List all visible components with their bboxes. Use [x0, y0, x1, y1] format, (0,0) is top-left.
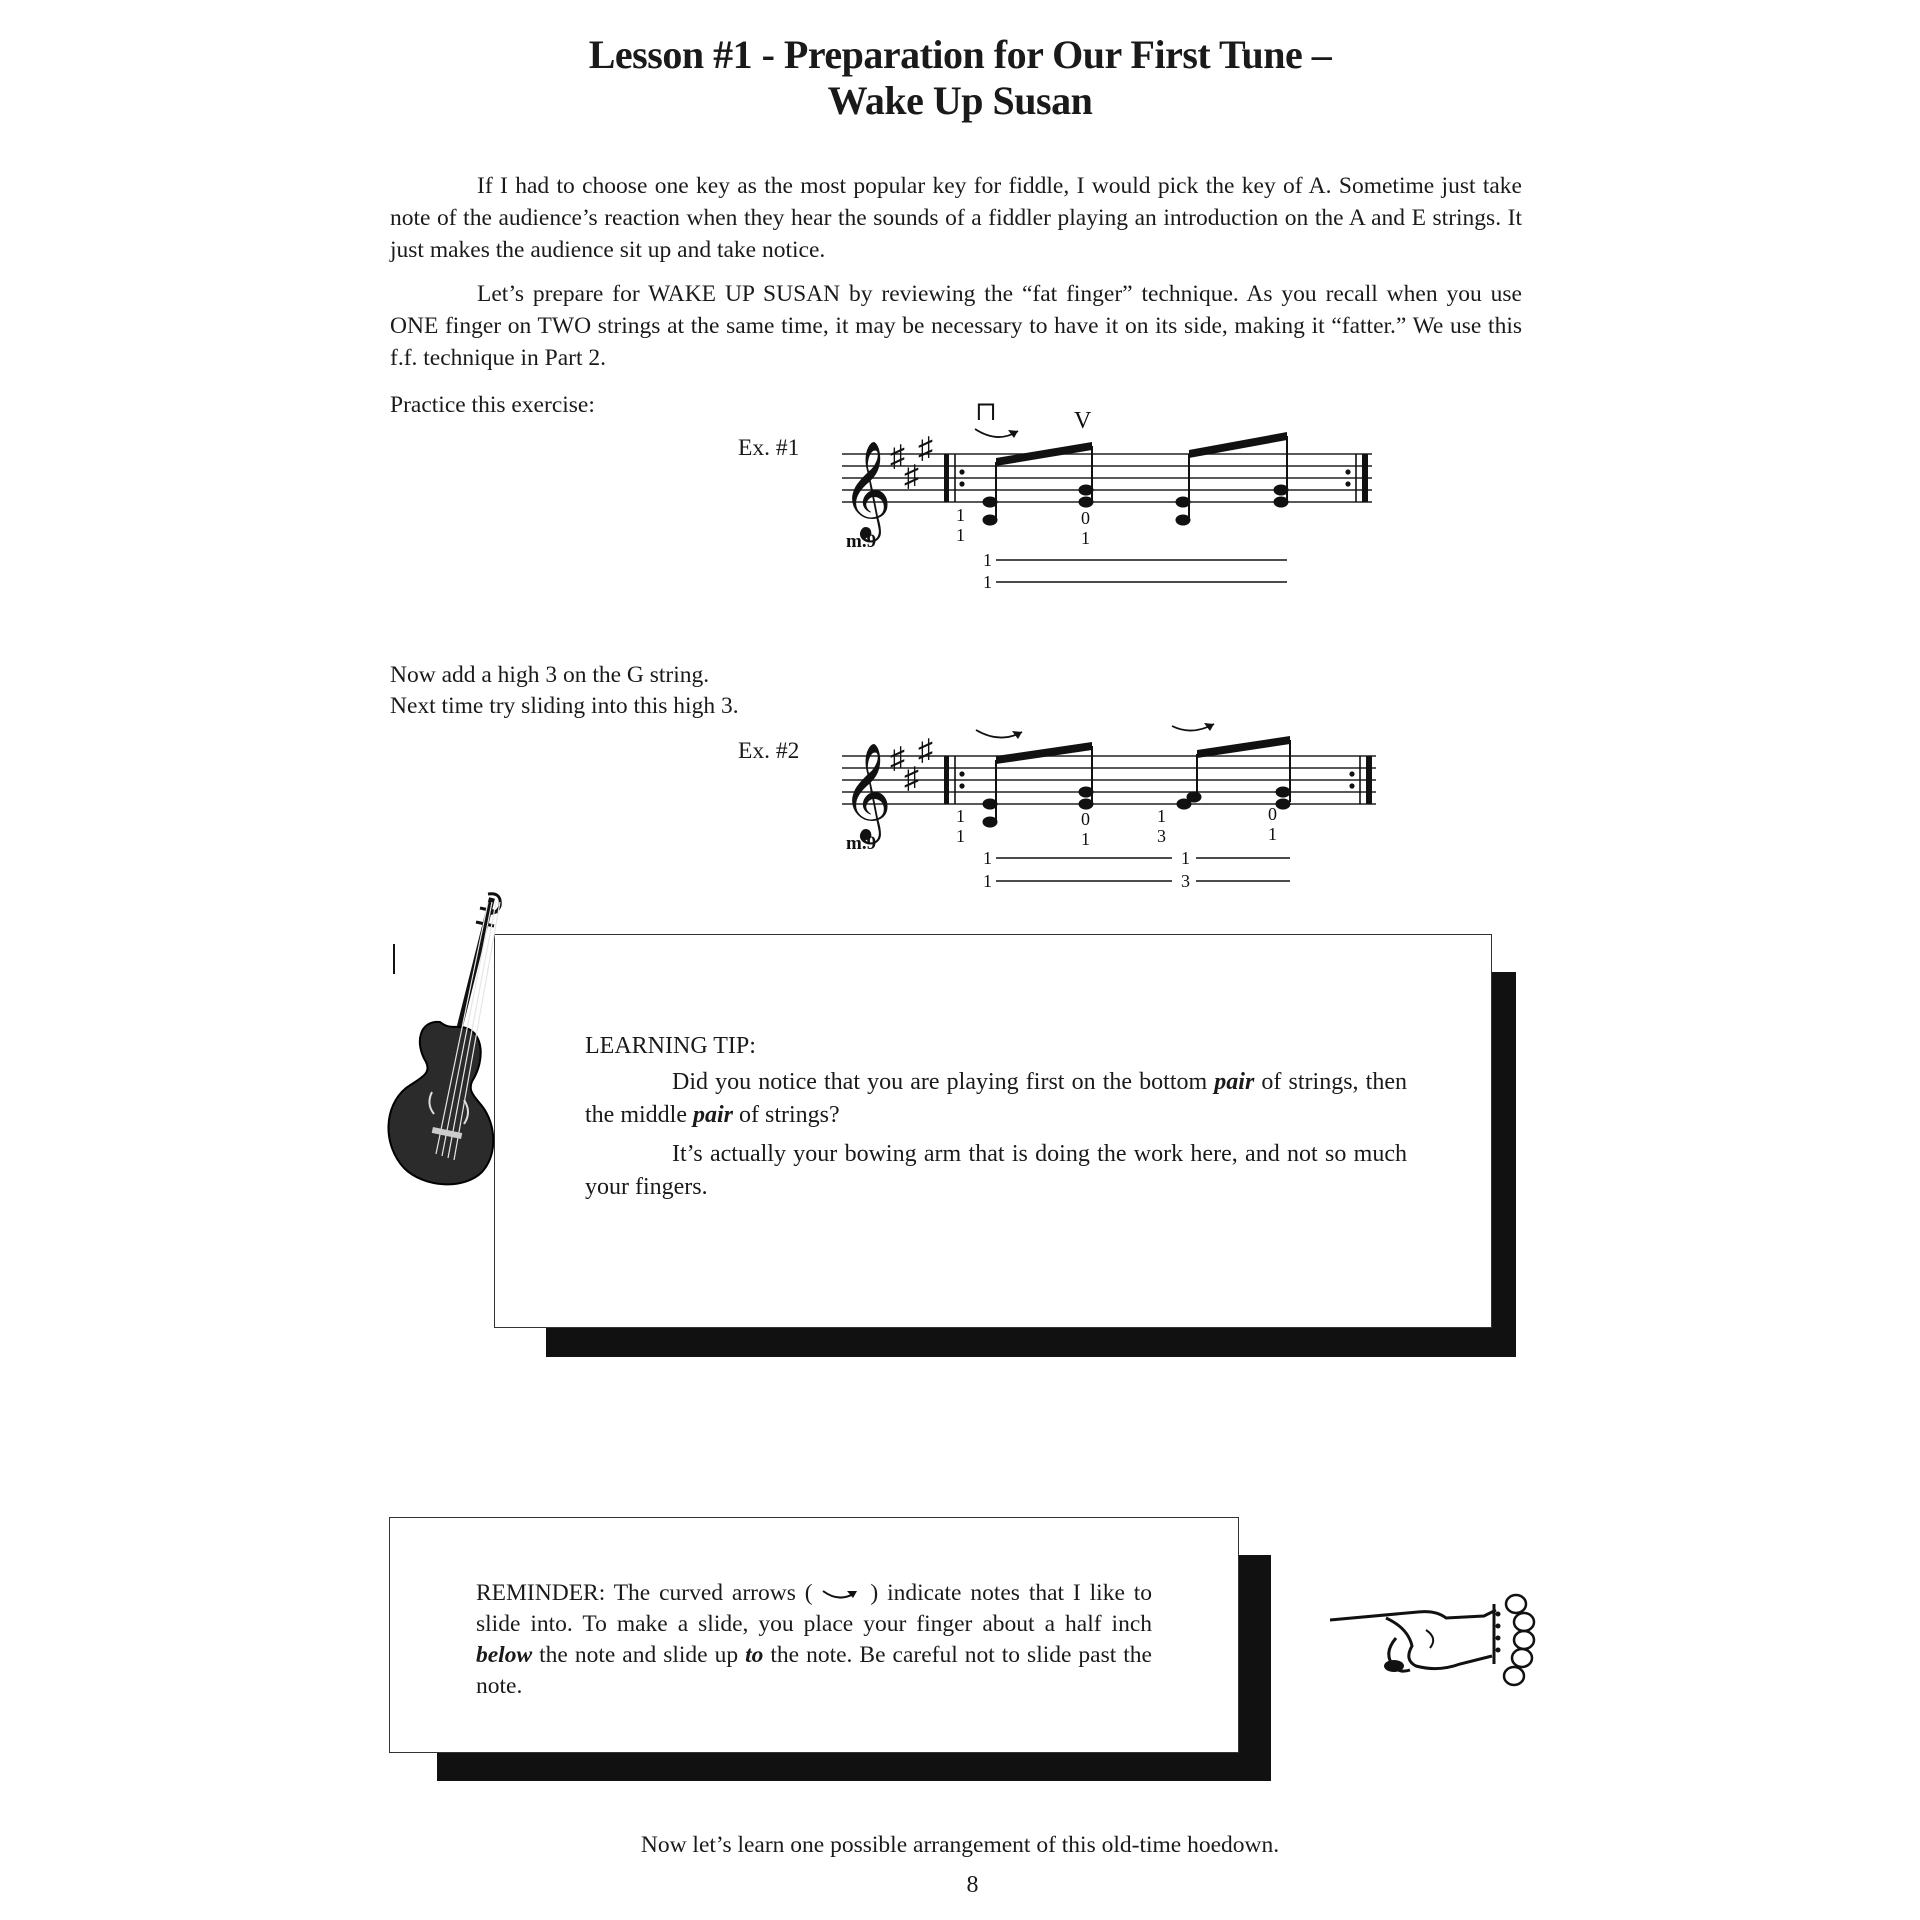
note-head	[1079, 787, 1093, 797]
note-head	[1079, 799, 1093, 809]
learning-tip-paragraph-2: It’s actually your bowing arm that is doing the work here, and not so much your fingers.	[585, 1141, 1407, 1200]
pointing-hand-icon	[1326, 1590, 1538, 1694]
fingering-number: 1	[1081, 528, 1090, 548]
fingering-number: 1	[956, 826, 965, 846]
exercise-2-intro	[390, 660, 739, 722]
closing-sentence: Now let’s learn one possible arrangement of this old-time hoedown.	[640, 1832, 1280, 1858]
tab-number: 1	[983, 871, 992, 891]
exercise-1-staff	[842, 429, 1372, 542]
bow-down-icon: ⊓	[975, 397, 997, 426]
fingering-number: 1	[956, 806, 965, 826]
slide-arrow-icon	[821, 1585, 861, 1605]
fingering-number: 0	[1268, 804, 1277, 824]
fingering-number: 1	[956, 525, 965, 545]
fingering-number: 1	[1268, 824, 1277, 844]
intro-paragraph-1: If I had to choose one key as the most popular key for fiddle, I would pick the key of A. Sometime just take note of the audience’s reaction when they hear the sounds of a fiddler playing an introduction on the A and E strings. It just makes the audience sit up and take notice.	[390, 173, 1522, 263]
note-head	[1079, 485, 1093, 495]
note-head	[1176, 497, 1190, 507]
fingering-number: 3	[1157, 826, 1166, 846]
sharp-icon: ♯	[918, 432, 933, 465]
sharp-icon: ♯	[890, 742, 905, 775]
exercise-2-staff	[842, 723, 1376, 844]
learning-tip-paragraph-1: Did you notice that you are playing first on the bottom pair of strings, then the middle pair of strings?	[585, 1069, 1407, 1128]
exercise-1-intro: Practice this exercise:	[390, 392, 595, 418]
reminder-text: REMINDER: The curved arrows ( ) indicate notes that I like to slide into. To make a slide, you place your finger about a half inch below the note and slide up to the note. Be careful not to slide past the note.	[476, 1580, 1153, 1699]
note-head	[1187, 792, 1201, 802]
sharp-icon: ♯	[918, 734, 933, 767]
exercise-2-measure: m.9	[846, 833, 877, 854]
exercise-2-intro-line-1: Now add a high 3 on the G string.	[390, 662, 710, 688]
learning-tip-heading: LEARNING TIP:	[585, 1033, 756, 1059]
learning-tip-box	[494, 934, 1492, 1328]
fingering-number: 1	[956, 505, 965, 525]
note-head	[1079, 497, 1093, 507]
treble-clef-icon: 𝄞	[842, 444, 892, 537]
tab-number: 1	[983, 572, 992, 592]
exercise-2-intro-line-2: Next time try sliding into this high 3.	[390, 693, 739, 719]
page-number: 8	[966, 1872, 979, 1898]
exercise-1-label: Ex. #1	[738, 435, 800, 461]
tab-number: 1	[983, 848, 992, 868]
treble-clef-icon: 𝄞	[842, 746, 892, 839]
fingering-number: 1	[1157, 806, 1166, 826]
fingering-number: 0	[1081, 809, 1090, 829]
note-head	[983, 497, 997, 507]
tab-number: 1	[1181, 848, 1190, 868]
reminder-box	[389, 1517, 1239, 1753]
sharp-icon: ♯	[904, 460, 919, 493]
note-head	[1274, 497, 1288, 507]
intro-paragraph-2: Let’s prepare for WAKE UP SUSAN by reviewing the “fat finger” technique. As you recall when you use ONE finger on TWO strings at the same time, it may be necessary to have it on its side, making it “fatter.” We use this f.f. technique in Part 2.	[390, 281, 1522, 371]
exercise-2-label: Ex. #2	[738, 738, 800, 764]
title-line-2: Wake Up Susan	[827, 78, 1093, 123]
fingering-number: 0	[1081, 508, 1090, 528]
sharp-icon: ♯	[890, 440, 905, 473]
note-head	[1274, 485, 1288, 495]
note-head	[983, 799, 997, 809]
exercise-1-measure: m.9	[846, 531, 877, 552]
note-head	[1276, 799, 1290, 809]
tab-number: 1	[983, 550, 992, 570]
tab-number: 3	[1181, 871, 1190, 891]
sharp-icon: ♯	[904, 762, 919, 795]
fingering-number: 1	[1081, 829, 1090, 849]
note-head	[1276, 787, 1290, 797]
bow-up-icon: V	[1074, 408, 1092, 434]
violin-icon	[380, 892, 530, 1222]
title-line-1: Lesson #1 - Preparation for Our First Tune –	[588, 32, 1332, 77]
